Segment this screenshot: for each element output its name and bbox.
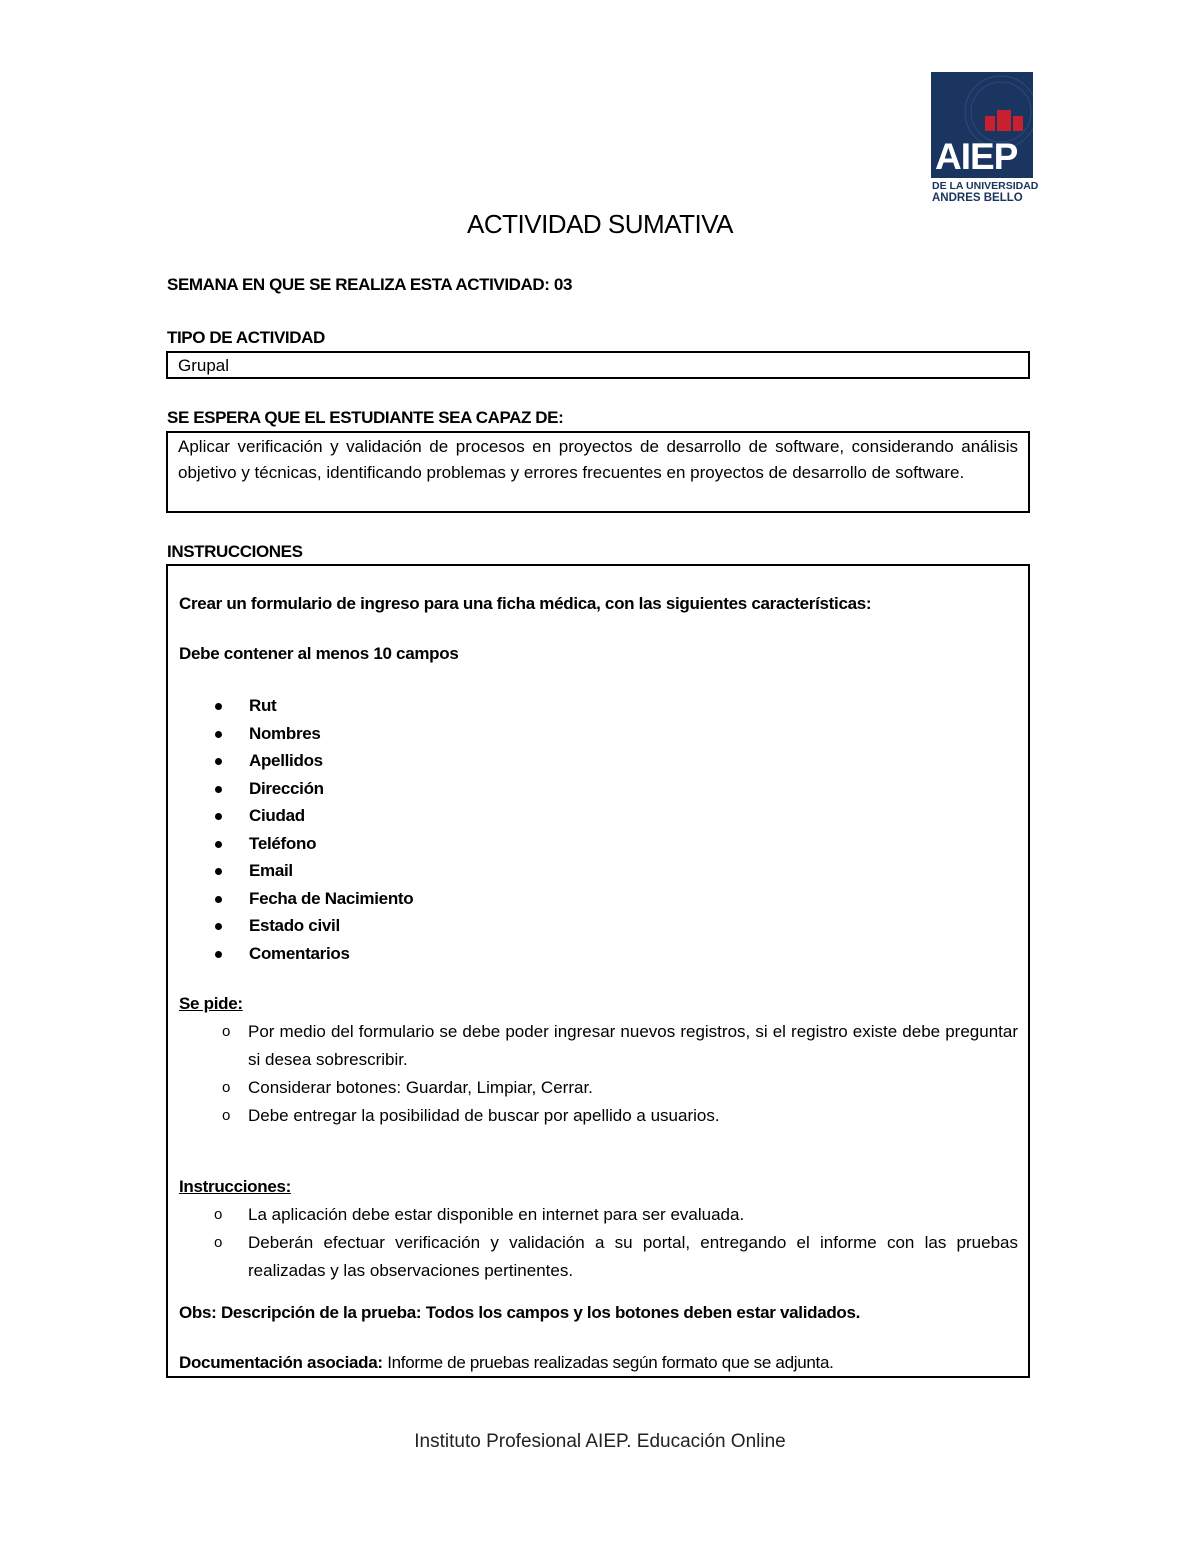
logo-subtitle-line-1: DE LA UNIVERSIDAD <box>932 180 1039 192</box>
list-item: Rut <box>168 692 413 720</box>
logo-subtitle <box>932 180 1038 204</box>
list-item-text: Deberán efectuar verificación y validación a su portal, entregando el informe con las pruebas realizadas y las observaciones pertinentes. <box>248 1233 1018 1280</box>
circle-bullet-icon: o <box>222 1079 231 1096</box>
capaz-box <box>166 431 1030 513</box>
instrucciones-intro: Crear un formulario de ingreso para una ficha médica, con las siguientes características: <box>179 594 872 613</box>
documentacion-text: Informe de pruebas realizadas según formato que se adjunta. <box>382 1353 834 1372</box>
page-title: ACTIVIDAD SUMATIVA <box>467 209 733 239</box>
list-item <box>168 1229 1028 1285</box>
campos-list <box>168 692 413 967</box>
list-item <box>168 1201 1028 1229</box>
list-item: Comentarios <box>168 940 413 968</box>
logo-wordmark: AIEP <box>935 136 1018 177</box>
list-item: Nombres <box>168 720 413 748</box>
documentacion-label: Documentación asociada: <box>179 1353 383 1372</box>
list-item: Estado civil <box>168 912 413 940</box>
circle-bullet-icon: o <box>214 1234 223 1251</box>
instrucciones-subheading: Instrucciones: <box>179 1177 291 1196</box>
se-pide-heading: Se pide: <box>179 994 243 1013</box>
logo-subtitle-line-2: ANDRES BELLO <box>932 192 1023 204</box>
list-item: Ciudad <box>168 802 413 830</box>
list-item: Email <box>168 857 413 885</box>
capaz-text: Aplicar verificación y validación de procesos en proyectos de desarrollo de software, considerando análisis objetivo y técnicas, identificando problemas y errores frecuentes en proyectos de desarrollo de software. <box>178 437 1018 482</box>
documentacion-line <box>179 1353 834 1373</box>
list-item-text: La aplicación debe estar disponible en internet para ser evaluada. <box>248 1205 745 1224</box>
list-item-text: Por medio del formulario se debe poder ingresar nuevos registros, si el registro existe debe preguntar si desea sobrescribir. <box>248 1022 1018 1069</box>
capaz-label: SE ESPERA QUE EL ESTUDIANTE SEA CAPAZ DE: <box>167 408 564 427</box>
page-footer: Instituto Profesional AIEP. Educación Online <box>414 1431 786 1452</box>
list-item: Dirección <box>168 775 413 803</box>
tipo-value: Grupal <box>178 356 230 375</box>
logo-emblem <box>931 72 1033 178</box>
instrucciones-box <box>166 564 1030 1378</box>
circle-bullet-icon: o <box>222 1023 231 1040</box>
list-item: Fecha de Nacimiento <box>168 885 413 913</box>
list-item <box>168 1018 1028 1074</box>
list-item <box>168 1102 1028 1130</box>
aiep-logo <box>931 72 1039 205</box>
obs-line: Obs: Descripción de la prueba: Todos los campos y los botones deben estar validados. <box>179 1303 861 1322</box>
semana-label: SEMANA EN QUE SE REALIZA ESTA ACTIVIDAD: 03 <box>167 275 573 294</box>
list-item: Teléfono <box>168 830 413 858</box>
circle-bullet-icon: o <box>214 1206 223 1223</box>
circle-bullet-icon: o <box>222 1107 231 1124</box>
list-item: Apellidos <box>168 747 413 775</box>
list-item-text: Considerar botones: Guardar, Limpiar, Cerrar. <box>248 1078 593 1097</box>
tipo-label: TIPO DE ACTIVIDAD <box>167 328 325 347</box>
tipo-box <box>166 351 1030 379</box>
se-pide-list <box>168 1018 1028 1130</box>
campos-intro: Debe contener al menos 10 campos <box>179 644 459 663</box>
instrucciones-list <box>168 1201 1028 1285</box>
instrucciones-label: INSTRUCCIONES <box>167 542 303 561</box>
list-item <box>168 1074 1028 1102</box>
list-item-text: Debe entregar la posibilidad de buscar por apellido a usuarios. <box>248 1106 720 1125</box>
